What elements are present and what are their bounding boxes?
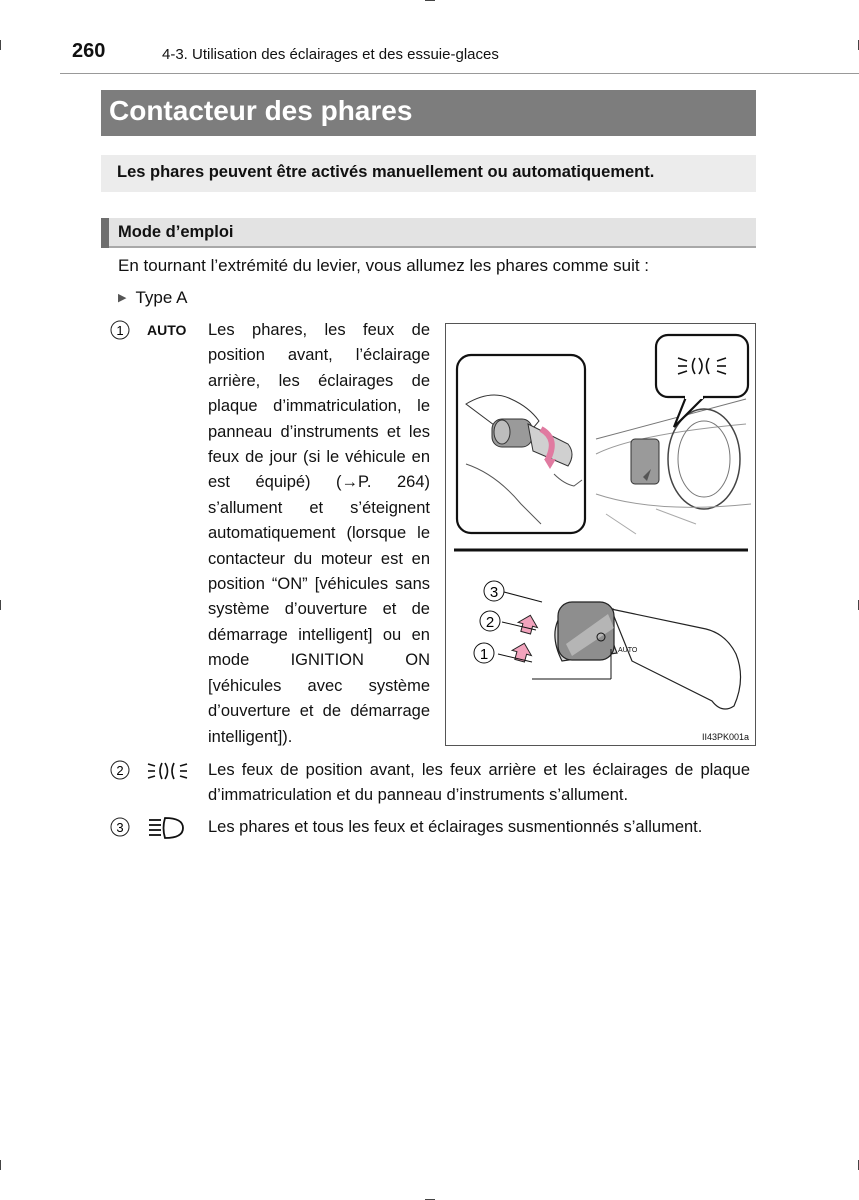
illustration-code: II43PK001a — [701, 732, 749, 742]
crop-mark — [0, 600, 1, 610]
item-marker-1 — [110, 320, 130, 344]
position-lights-icon — [147, 761, 189, 786]
headlight-switch-illustration — [446, 324, 755, 745]
svg-text:3: 3 — [116, 820, 124, 835]
section-heading-text: Mode d’emploi — [118, 223, 234, 241]
item-marker-2 — [110, 760, 130, 784]
auto-label: AUTO — [147, 322, 187, 338]
intro-text: Les phares peuvent être activés manuellement ou automatiquement. — [117, 163, 655, 181]
item-3-text: Les phares et tous les feux et éclairages susmentionnés s’allument. — [208, 818, 703, 836]
triangle-bullet-icon: ▶ — [118, 292, 127, 304]
item-1-text: Les phares, les feux de position avant, l’éclairage arrière, les éclairages de plaque d’immatriculation, le panneau d’instruments et les feux de jour (si le véhicule en est équipé) (→P. 264) s’allument et s’éteignent automatiquement (lorsque le contacteur du moteur est en position “ON” [véhicules sans système d’ouverture et de démarrage intelligent] ou en mode IGNITION ON [véhicules avec système d’ouverture et de démarrage intelligent]). — [208, 321, 430, 746]
intro-box — [101, 155, 756, 192]
item-marker-3 — [110, 817, 130, 841]
crop-mark — [425, 0, 435, 1]
page-number: 260 — [72, 40, 106, 62]
svg-text:1: 1 — [116, 323, 124, 338]
running-header: 4-3. Utilisation des éclairages et des essuie-glaces — [162, 46, 499, 63]
circled-number-icon — [110, 817, 130, 837]
item-2-text: Les feux de position avant, les feux arrière et les éclairages de plaque d’immatriculation et du panneau d’instruments s’allument. — [208, 761, 750, 805]
svg-text:AUTO: AUTO — [618, 647, 638, 654]
illustration — [445, 323, 756, 746]
section-paragraph: En tournant l’extrémité du levier, vous allumez les phares comme suit : — [118, 256, 650, 275]
title-bar — [101, 90, 756, 136]
header-rule — [60, 73, 859, 74]
type-label — [118, 288, 187, 308]
svg-text:2: 2 — [485, 614, 495, 631]
section-marker — [101, 218, 109, 248]
svg-text:1: 1 — [479, 646, 489, 663]
svg-text:3: 3 — [489, 584, 499, 601]
crop-mark — [0, 1160, 1, 1170]
svg-text:2: 2 — [116, 763, 124, 778]
crop-mark — [0, 40, 1, 50]
page-title: Contacteur des phares — [109, 95, 413, 126]
type-label-text: Type A — [135, 288, 188, 307]
section-heading — [101, 218, 756, 248]
circled-number-icon — [110, 760, 130, 780]
circled-number-icon — [110, 320, 130, 340]
headlights-icon — [147, 816, 187, 845]
